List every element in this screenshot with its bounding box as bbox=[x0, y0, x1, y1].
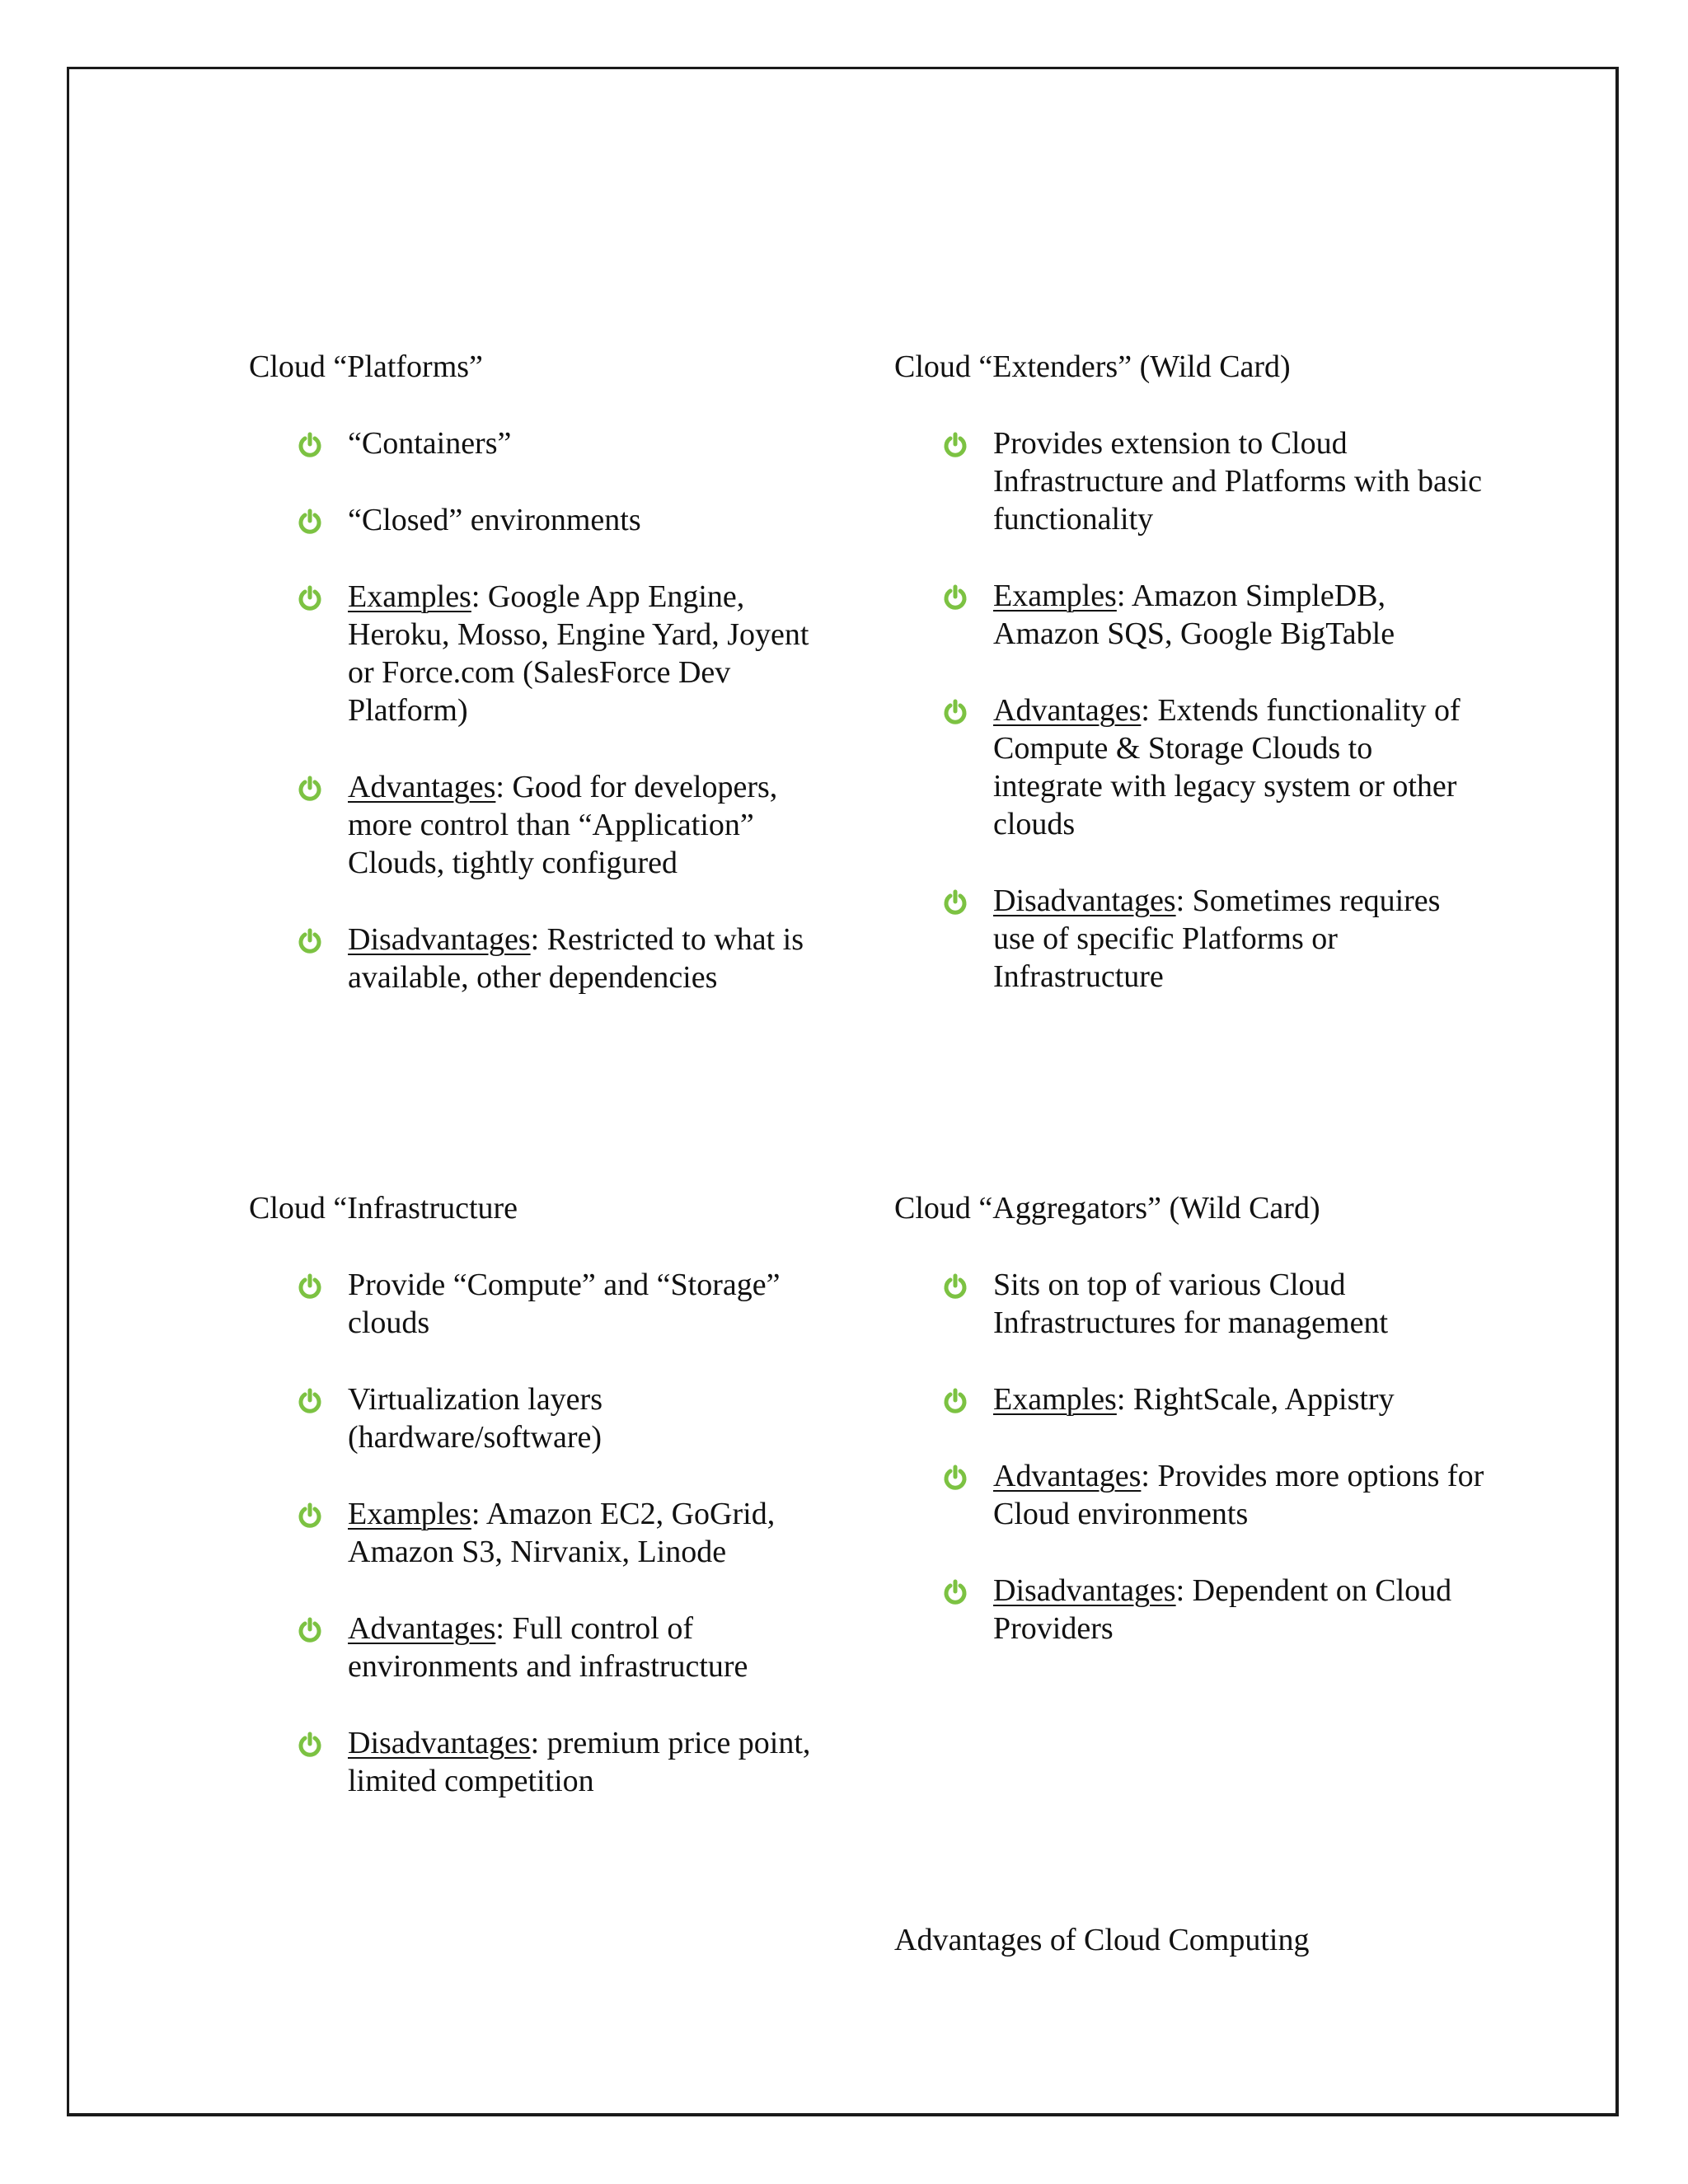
power-icon bbox=[297, 509, 323, 535]
bullet-label: Examples bbox=[993, 1382, 1117, 1417]
power-icon bbox=[942, 432, 968, 458]
bullet-text: : Good for developers, more control than “Application” Clouds, tightly configured bbox=[348, 770, 778, 880]
bullet-label: Disadvantages bbox=[993, 883, 1176, 918]
bullet-text: Provides extension to Cloud Infrastructure and Platforms with basic functionality bbox=[993, 426, 1483, 537]
list-item bbox=[249, 501, 842, 539]
list-item bbox=[249, 424, 842, 462]
list-item bbox=[894, 691, 1488, 843]
section-cloud-aggregators bbox=[894, 1189, 1488, 1647]
bullet-text: “Containers” bbox=[348, 426, 512, 461]
bullet-label: Examples bbox=[993, 579, 1117, 613]
list-item bbox=[894, 1266, 1488, 1342]
list-item bbox=[249, 1610, 842, 1685]
section-heading: Cloud “Extenders” (Wild Card) bbox=[894, 349, 1291, 384]
list-item bbox=[894, 1380, 1488, 1418]
bullet-label: Advantages bbox=[993, 693, 1142, 728]
bullet-label: Examples bbox=[348, 579, 471, 614]
bullet-label: Disadvantages bbox=[993, 1573, 1176, 1608]
power-icon bbox=[297, 1732, 323, 1758]
list-item bbox=[249, 1495, 842, 1571]
bullet-label: Disadvantages bbox=[348, 1726, 531, 1760]
bullet-text: : premium price point, limited competition bbox=[348, 1726, 811, 1798]
bullet-text: : Extends functionality of Compute & Storage Clouds to integrate with legacy system or other clouds bbox=[993, 693, 1461, 841]
bullet-text: : Provides more options for Cloud environments bbox=[993, 1459, 1484, 1531]
list-item bbox=[249, 921, 842, 996]
bullet-text: : Sometimes requires use of specific Platforms or Infrastructure bbox=[993, 883, 1441, 994]
list-item bbox=[894, 1572, 1488, 1647]
list-item bbox=[249, 578, 842, 729]
bullet-text: : Amazon EC2, GoGrid, Amazon S3, Nirvanix, Linode bbox=[348, 1497, 776, 1569]
bullet-list bbox=[249, 1266, 842, 1800]
power-icon bbox=[297, 1502, 323, 1529]
bullet-text: Virtualization layers (hardware/software) bbox=[348, 1382, 603, 1455]
power-icon bbox=[297, 1388, 323, 1414]
section-heading: Cloud “Aggregators” (Wild Card) bbox=[894, 1191, 1320, 1226]
bullet-text: : RightScale, Appistry bbox=[1116, 1382, 1395, 1417]
power-icon bbox=[942, 889, 968, 916]
power-icon bbox=[297, 432, 323, 458]
power-icon bbox=[942, 1388, 968, 1414]
list-item bbox=[249, 1380, 842, 1456]
bullet-text: Provide “Compute” and “Storage” clouds bbox=[348, 1268, 781, 1340]
bullet-label: Disadvantages bbox=[348, 922, 531, 957]
power-icon bbox=[297, 585, 323, 612]
section-heading: Cloud “Platforms” bbox=[249, 349, 483, 384]
bullet-label: Advantages bbox=[993, 1459, 1142, 1493]
power-icon bbox=[942, 699, 968, 725]
list-item bbox=[894, 882, 1488, 996]
power-icon bbox=[297, 928, 323, 954]
bullet-text: : Restricted to what is available, other dependencies bbox=[348, 922, 804, 995]
bullet-text: : Dependent on Cloud Providers bbox=[993, 1573, 1452, 1646]
section-heading: Cloud “Infrastructure bbox=[249, 1191, 518, 1226]
bullet-label: Advantages bbox=[348, 1611, 496, 1646]
power-icon bbox=[297, 1273, 323, 1300]
list-item bbox=[249, 768, 842, 882]
footer-title: Advantages of Cloud Computing bbox=[894, 1923, 1310, 1957]
bullet-text: Sits on top of various Cloud Infrastructures for management bbox=[993, 1268, 1389, 1340]
power-icon bbox=[297, 776, 323, 802]
bullet-label: Advantages bbox=[348, 770, 496, 804]
section-cloud-platforms bbox=[249, 348, 842, 996]
bullet-text: : Amazon SimpleDB, Amazon SQS, Google BigTable bbox=[993, 579, 1395, 651]
power-icon bbox=[942, 1579, 968, 1605]
section-cloud-extenders bbox=[894, 348, 1488, 996]
power-icon bbox=[297, 1617, 323, 1643]
bullet-list bbox=[249, 424, 842, 996]
list-item bbox=[249, 1266, 842, 1342]
power-icon bbox=[942, 1465, 968, 1491]
list-item bbox=[894, 1457, 1488, 1533]
bullet-list bbox=[894, 1266, 1488, 1647]
power-icon bbox=[942, 1273, 968, 1300]
bullet-list bbox=[894, 424, 1488, 996]
list-item bbox=[894, 577, 1488, 653]
bullet-text: : Google App Engine, Heroku, Mosso, Engine Yard, Joyent or Force.com (SalesForce Dev Platform) bbox=[348, 579, 809, 728]
bullet-text: : Full control of environments and infrastructure bbox=[348, 1611, 748, 1684]
bullet-label: Examples bbox=[348, 1497, 471, 1531]
bullet-text: “Closed” environments bbox=[348, 503, 641, 537]
section-cloud-infrastructure bbox=[249, 1189, 842, 1800]
list-item bbox=[894, 424, 1488, 538]
power-icon bbox=[942, 584, 968, 611]
list-item bbox=[249, 1724, 842, 1800]
